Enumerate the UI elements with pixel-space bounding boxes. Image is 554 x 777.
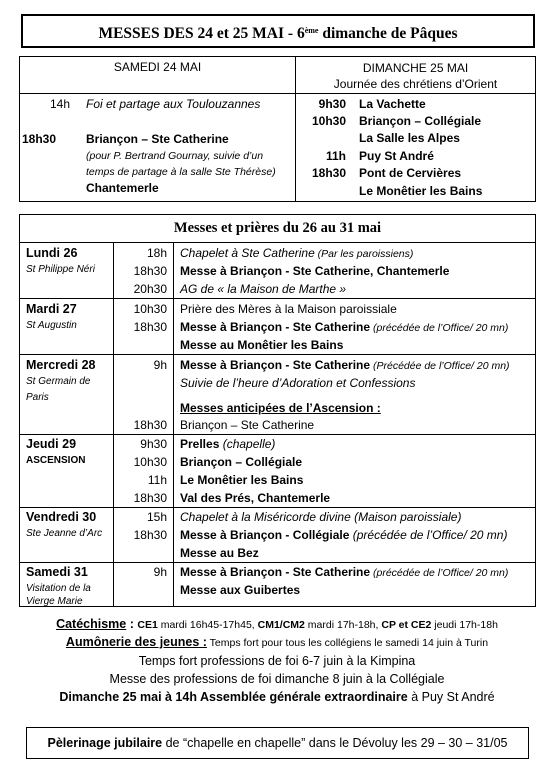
sun-time-2: 10h30 — [311, 114, 346, 128]
sun-event-2: Briançon – Collégiale — [359, 114, 482, 128]
footer-line-3: Temps fort professions de foi 6-7 juin à la Kimpina — [138, 654, 416, 668]
event: Messe à Briançon - Ste Catherine (précédée de l’Office/ 20 mn) — [180, 320, 509, 334]
time: 18h30 — [133, 320, 167, 334]
day-samedi: Samedi 31 — [26, 565, 88, 579]
saint-jeudi: ASCENSION — [26, 455, 86, 466]
event: Messe à Briançon - Ste Catherine (précédée de l’Office/ 20 mn) — [180, 565, 509, 579]
time: 20h30 — [133, 282, 167, 296]
weekend-table — [19, 56, 536, 202]
event: Suivie de l’heure d’Adoration et Confessions — [180, 376, 416, 390]
sat-event-3: Chantemerle — [86, 181, 159, 195]
time: 9h — [153, 358, 167, 372]
sat-note-1: (pour P. Bertrand Gournay, suivie d’un — [86, 150, 264, 162]
day-vendredi: Vendredi 30 — [26, 510, 97, 524]
day-lundi: Lundi 26 — [26, 246, 78, 260]
week-table — [19, 214, 536, 607]
sat-time-1: 14h — [49, 97, 70, 111]
sun-event-3: La Salle les Alpes — [359, 131, 460, 145]
saint-mercredi-1: St Germain de — [26, 376, 91, 387]
event: Messes anticipées de l’Ascension : — [180, 401, 381, 415]
saturday-header: SAMEDI 24 MAI — [113, 60, 202, 74]
event: Messe au Bez — [180, 546, 259, 560]
pelerinage-box: Pèlerinage jubilaire de “chapelle en chapelle” dans le Dévoluy les 29 – 30 – 31/05 — [26, 727, 529, 759]
saint-lundi: St Philippe Néri — [26, 264, 95, 275]
event: Prière des Mères à la Maison paroissiale — [180, 302, 397, 316]
sat-event-2: Briançon – Ste Catherine — [86, 132, 229, 146]
event: Messe à Briançon - Ste Catherine (Précédée de l’Office/ 20 mn) — [180, 358, 510, 372]
sun-time-5: 18h30 — [311, 166, 346, 180]
sun-event-6: Le Monêtier les Bains — [359, 184, 483, 198]
event: Le Monêtier les Bains — [180, 473, 304, 487]
sun-time-1: 9h30 — [318, 97, 346, 111]
event: Messe aux Guibertes — [180, 583, 301, 597]
event: Val des Prés, Chantemerle — [180, 491, 331, 505]
event: Briançon – Ste Catherine — [180, 418, 315, 432]
event: Chapelet à la Miséricorde divine (Maison paroissiale) — [180, 510, 462, 524]
time: 10h30 — [133, 455, 167, 469]
catechisme-line: Catéchisme : CE1 mardi 16h45-17h45, CM1/CM2 mardi 17h-18h, CP et CE2 jeudi 17h-18h — [56, 617, 498, 631]
time: 18h30 — [133, 491, 167, 505]
sunday-header: DIMANCHE 25 MAI Journée des chrétiens d’Orient — [333, 61, 498, 91]
time: 18h30 — [133, 264, 167, 278]
day-jeudi: Jeudi 29 — [26, 437, 77, 451]
time: 9h30 — [140, 437, 167, 451]
event: Briançon – Collégiale — [180, 455, 303, 469]
saint-mardi: St Augustin — [26, 320, 77, 331]
time: 18h — [146, 246, 167, 260]
sun-time-4: 11h — [325, 149, 346, 163]
week-header: Messes et prières du 26 au 31 mai — [20, 215, 535, 243]
event: AG de « la Maison de Marthe » — [180, 282, 347, 296]
time: 18h30 — [133, 528, 167, 542]
saint-mercredi-2: Paris — [26, 392, 49, 403]
day-mardi: Mardi 27 — [26, 302, 77, 316]
sat-time-2: 18h30 — [22, 132, 57, 146]
saint-samedi-2: Vierge Marie — [26, 596, 83, 607]
sun-event-5: Pont de Cervières — [359, 166, 462, 180]
event: Messe à Briançon - Collégiale (précédée de l’Office/ 20 mn) — [180, 528, 508, 542]
page-title: MESSES DES 24 et 25 MAI - 6ème dimanche de Pâques — [21, 14, 535, 48]
event: Messe à Briançon - Ste Catherine, Chantemerle — [180, 264, 450, 278]
saint-vendredi: Ste Jeanne d’Arc — [26, 528, 103, 539]
time: 18h30 — [133, 418, 167, 432]
sat-note-2: temps de partage à la salle Ste Thérèse) — [86, 166, 276, 178]
aumonerie-line: Aumônerie des jeunes : Temps fort pour tous les collégiens le samedi 14 juin à Turin — [65, 635, 489, 649]
footer-line-5: Dimanche 25 mai à 14h Assemblée générale extraordinaire à Puy St André — [59, 690, 495, 704]
sun-event-4: Puy St André — [359, 149, 434, 163]
day-mercredi: Mercredi 28 — [26, 358, 96, 372]
sun-event-1: La Vachette — [359, 97, 426, 111]
saint-samedi-1: Visitation de la — [26, 583, 91, 594]
time: 9h — [153, 565, 167, 579]
time: 10h30 — [133, 302, 167, 316]
event: Prelles (chapelle) — [180, 437, 276, 451]
footer-line-4: Messe des professions de foi dimanche 8 juin à la Collégiale — [109, 672, 445, 686]
event: Messe au Monêtier les Bains — [180, 338, 344, 352]
time: 11h — [147, 473, 167, 487]
time: 15h — [146, 510, 167, 524]
event: Chapelet à Ste Catherine (Par les paroissiens) — [180, 246, 414, 260]
sat-event-1: Foi et partage aux Toulouzannes — [86, 97, 261, 111]
